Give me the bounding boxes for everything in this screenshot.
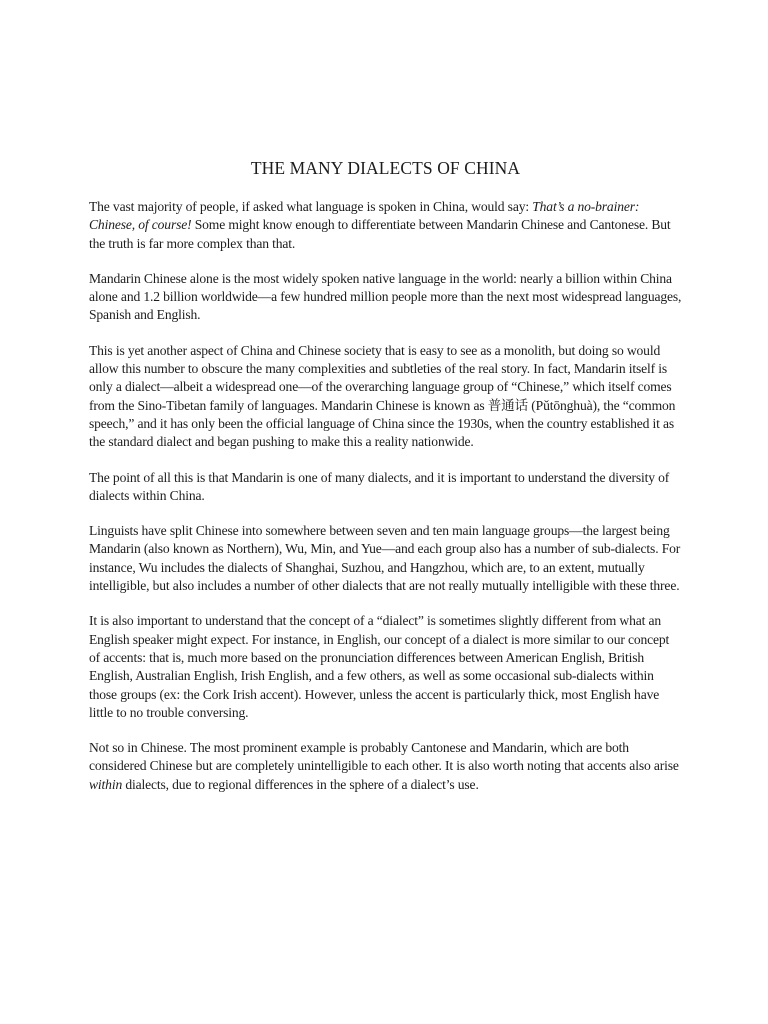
paragraph-intro [89, 198, 682, 253]
paragraph-intro-italic: That’s a no-brainer: Chinese, of course! [89, 199, 640, 233]
paragraph-cantonese-italic: within [89, 776, 123, 792]
paragraph-mandarin-speakers: Mandarin Chinese alone is the most widely spoken native language in the world: nearly a billion within China alone and 1.2 billion worldwide—a few hundred million people more than the next most widespread languages, Spanish and English. [89, 270, 682, 323]
paragraph-diversity: The point of all this is that Mandarin is one of many dialects, and it is important to understand the diversity of dialects within China. [89, 469, 670, 503]
paragraph-dialect-concept: It is also important to understand that the concept of a “dialect” is sometimes slightly different from what an English speaker might expect. For instance, in English, our concept of a dialect is more similar to our concept of accents: that is, much more based on the pronunciation differences between American English, British English, Australian English, Irish English, and a few others, as well as some occasional sub-dialects within those groups (ex: the Cork Irish accent). However, unless the accent is particularly thick, most English have little to no trouble conversing. [89, 613, 670, 720]
paragraph-cantonese-text-a: Not so in Chinese. The most prominent example is probably Cantonese and Mandarin, which are both considered Chinese but are completely unintelligible to each other. It is also worth noting that accents also arise [89, 740, 679, 774]
document-page [89, 158, 682, 811]
paragraph-intro-text-b: Some might know enough to differentiate between Mandarin Chinese and Cantonese. But the truth is far more complex than that. [89, 217, 671, 251]
paragraph-cantonese-mandarin [89, 739, 682, 794]
paragraph-monolith: This is yet another aspect of China and Chinese society that is easy to see as a monolith, but doing so would allow this number to obscure the many complexities and subtleties of the real story. In fact, Mandarin itself is only a dialect—albeit a widespread one—of the overarching language group of “Chinese,” which itself comes from the Sino-Tibetan family of languages. Mandarin Chinese is known as 普通话 (Pǔtōnghuà), the “common speech,” and it has only been the official language of China since the 1930s, when the country established it as the standard dialect and began pushing to make this a reality nationwide. [89, 342, 676, 450]
paragraph-intro-text-a: The vast majority of people, if asked what language is spoken in China, would say: [89, 199, 533, 214]
paragraph-language-groups: Linguists have split Chinese into somewhere between seven and ten main language groups—the largest being Mandarin (also known as Northern), Wu, Min, and Yue—and each group also has a number of sub-dialects. For instance, Wu includes the dialects of Shanghai, Suzhou, and Hangzhou, which are, to an extent, mutually intelligible, but also includes a number of other dialects that are not really mutually intelligible with these three. [89, 523, 681, 594]
paragraph-cantonese-text-b: dialects, due to regional differences in the sphere of a dialect’s use. [122, 776, 479, 792]
document-title: THE MANY DIALECTS OF CHINA [250, 158, 521, 178]
